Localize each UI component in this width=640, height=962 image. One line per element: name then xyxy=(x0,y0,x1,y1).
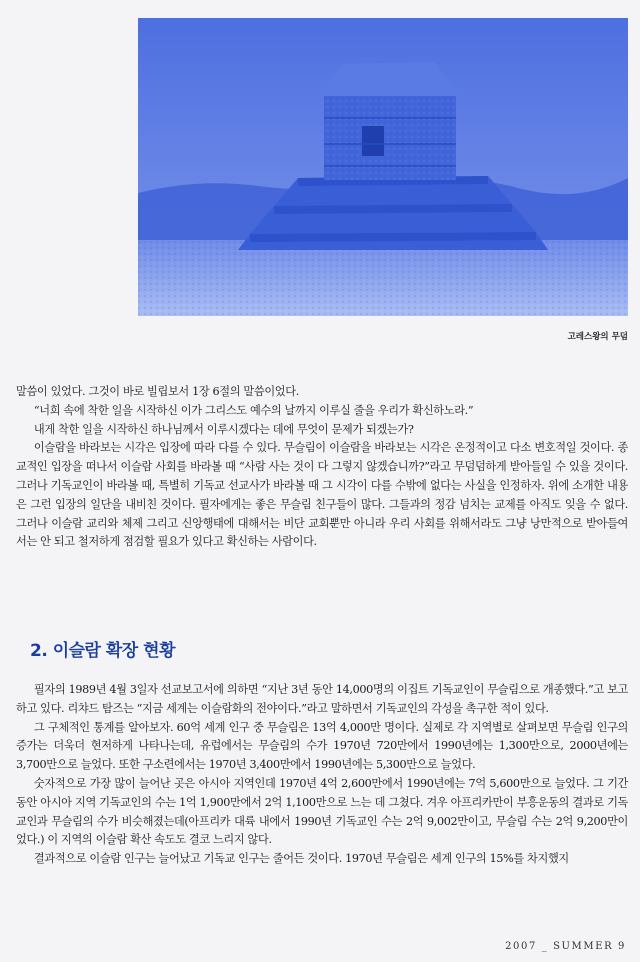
paragraph: 그 구체적인 통계를 알아보자. 60억 세계 인구 중 무슬림은 13억 4,000만 명이다. 실제로 각 지역별로 살펴보면 무슬림 인구의 증가는 더욱더 현저하게 나타나는데, 유럽에서는 무슬림의 수가 1970년 720만에서 1990년에는 1,300만으로, 2000년에는 3,700만으로 늘었다. 또한 구소련에서는 1970년 3,400만에서 1990년에는 5,300만으로 늘었다. xyxy=(16,720,628,772)
paragraph: 내게 착한 일을 시작하신 하나님께서 이루시겠다는 데에 무엇이 문제가 되겠는가? xyxy=(33,422,414,436)
tomb-photo xyxy=(138,18,628,316)
paragraph: 말씀이 있었다. 그것이 바로 빌립보서 1장 6절의 말씀이었다. xyxy=(16,385,299,398)
section-text xyxy=(16,681,628,869)
photo-caption: 고레스왕의 무덤 xyxy=(567,332,628,342)
bible-quote: “너희 속에 착한 일을 시작하신 이가 그리스도 예수의 날까지 이루실 줄을 우리가 확신하노라.” xyxy=(33,403,474,417)
paragraph: 필자의 1989년 4월 3일자 선교보고서에 의하면 “지난 3년 동안 14,000명의 이집트 기독교인이 무슬림으로 개종했다.”고 보고하고 있다. 리챠드 탐즈는 “지금 세계는 이슬람화의 전야이다.”라고 말하면서 기독교인의 각성을 촉구한 적이 있다. xyxy=(16,683,628,715)
paragraph: 숫자적으로 가장 많이 늘어난 곳은 아시아 지역인데 1970년 4억 2,600만에서 1990년에는 7억 5,600만으로 늘었다. 그 기간 동안 아시아 지역 기독교인의 수는 1억 1,900만에서 2억 1,100만으로 느는 데 그쳤다. 겨우 아프리카만이 부흥운동의 결과로 기독교인과 무슬림의 수가 비슷해졌는데(아프리카 대륙 내에서 1990년 기독교인 수는 2억 9,002만이고, 무슬림 수는 2억 9,200만이었다.) 이 지역의 이슬람 확산 속도도 결코 느리지 않다. xyxy=(16,776,628,847)
paragraph: 결과적으로 이슬람 인구는 늘어났고 기독교 인구는 줄어든 것이다. 1970년 무슬림은 세계 인구의 15%를 차지했지 xyxy=(33,852,569,866)
tomb-of-cyrus-image xyxy=(138,18,628,316)
section-heading: 2. 이슬람 확장 현황 xyxy=(30,641,175,661)
intro-text xyxy=(16,383,628,552)
page-footer: 2007 _ SUMMER 9 xyxy=(505,941,626,952)
paragraph: 이슬람을 바라보는 시각은 입장에 따라 다를 수 있다. 무슬림이 이슬람을 바라보는 시각은 온정적이고 다소 변호적일 것이다. 종교적인 입장을 떠나서 이슬람 사회를 바라볼 때 “사람 사는 것이 다 그렇지 않겠습니까?”라고 무덤덤하게 받아들일 수 있을 것이다. 그러나 기독교인이 바라볼 때, 특별히 기독교 선교사가 바라볼 때 그 시각이 다를 수밖에 없다는 사실을 인정하자. 위에 소개한 내용은 그런 입장의 일단을 내비친 것이다. 필자에게는 좋은 무슬림 친구들이 많다. 그들과의 정감 넘치는 교제를 아직도 잊을 수 없다. 그러나 이슬람 교리와 체제 그리고 신앙행태에 대해서는 비단 교회뿐만 아니라 우리 사회를 위해서라도 그냥 낭만적으로 받아들여서는 안 되고 철저하게 점검할 필요가 있다고 확신하는 사람이다. xyxy=(16,441,628,549)
